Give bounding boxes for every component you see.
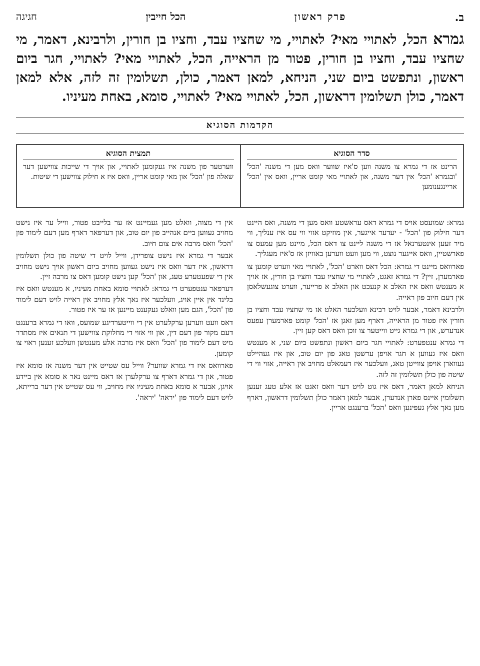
commentary-columns [16,218,464,656]
mishnah-title: הכל חייבין [145,11,186,23]
page-header [16,8,464,26]
paragraph: אבער די גמרא איז נישט צופרידן, ווייל לויט די שיטה פון כולן תשלומין דראשון, איז דער וואס איז נישט געווען מחויב ביום ראשון אויך נישט מחויב אין די שפעטערע טעג, און 'הכל' קען נישט קומען דאס צו מרבה זיין. [16,251,233,282]
paragraph: דאס וועט ווערען ערקלערט אין די ווייטערדיגע שמועס, וואו די גמרא ברענגט דעם מקור פון דעם דין, און ווי אזוי די מחלוקת צווישען די תנאים איז מסתדר מיט דעם לימוד פון 'הכל' וואס איז מרבה אלע מענטשן וועלכע זענען ראוי צו קומען. [16,317,233,358]
paragraph: פארוואס איז די גמרא שווער? ווייל עס שטייט אין דער משנה אז סומא איז פטור, און די גמרא דארף צו ערקלערן אז דאס מיינט נאר א סומא אין ביידע אויגן, אבער א סומא באחת מעיניו איז מחויב, ווי עס שטייט אין דער ברייתא, לויט דעם לימוד פון 'יראה' 'יראה'. [16,361,233,402]
sources-box-left-title: תמצית הסוגיא [23,148,234,160]
commentary-left-column [16,218,233,656]
paragraph: גמרא: שמועסט אויס די גמרא דאס עראשטע וואס מען די משנה, ואס היינט דער חילוק פון 'הכל' - יעדער אייגער, אין מוזיקט אזוי ווי עס איז ענליך, ווי מיר זעען אינטערנאל אז די משנה ליינט צו דאס הכל, מיינט מען עמעס צו פארשטיין, וואס אייגער נוצט, ווי מען וועט ווערען באוויזן אז ס'איז מעגליך. [247,218,464,259]
paragraph: דערפאר ענטפערט די גמרא: לאתויי סומא באחת מעיניו, א מענטש וואס איז בלינד אין איין אויג, וועלכער איז נאך אלץ מחויב אין ראייה לויט דעם לימוד פון 'הכל', הגם מען וואלט געקענט מיינען אז ער איז פטור. [16,284,233,315]
paragraph: ולרבינא דאמר, אבער לויט רבינא וועלכער האלט אז מי שחציו עבד וחציו בן חורין איז פטור מן הראייה, דארף מען זאגן אז 'הכל' קומט פארמערן עפעס אנדערש, און די גמרא גייט ווייטער צו זוכן וואס דאס קען זיין. [247,305,464,336]
paragraph: די גמרא ענטפערט: לאתויי חגר ביום ראשון ונתפשט ביום שני, א מענטש וואס איז געווען א חגר אויפן ערשטן טאג פון יום טוב, און איז געהיילט געווארן אויפן צווייטן טאג, וועלכער איז דעמאלט מחויב אין ראייה, אזוי ווי די שיטה פון כולן תשלומין זה לזה. [247,338,464,379]
paragraph: אין די מצוה, וואלט מען געמיינט אז ער בלייבט פטור, ווייל ער איז נישט מחויב געווען ביים אנהייב פון יום טוב, און דערפאר דארף מען דעם לימוד פון 'הכל' וואס מרבה אים צום חיוב. [16,218,233,248]
gemara-lead-word: גמרא [433,30,465,48]
sources-box [16,144,464,208]
sources-box-right-text: הרינט אז די גמרא צו משנה ווען ס'איז שווער וואס מען די משנה 'הכל' 'ובגמרא 'הכל' אין דער משנה, און לאתויי מאי קומט אריין, וואס אין 'הכל' אריינגענומען [246,162,457,191]
gemara-text [16,30,464,107]
chapter-title: פרק ראשון [294,11,347,23]
sources-box-right-title: סדר הסוגיא [247,148,458,160]
sources-box-left [17,145,241,207]
page-number: ב. [454,10,464,24]
commentary-right-column [247,218,464,656]
paragraph: פארוואס מיינט די גמרא: הכל דאס ווארט 'הכל', לאתויי מאי ווערט קומען צו פארמערן, זיין? די גמרא זאגט, לאתויי מי שחציו עבד וחציו בן חורין, אז אויך א מענטש וואס איז האלב א קנעכט און האלב א פרייער, ווערט צוגעשלאסן אין דעם חיוב פון ראייה. [247,261,464,302]
sources-box-right [241,145,464,207]
tractate-title: חגיגה [16,11,37,23]
gemara-body: הכל, לאתויי מאי? לאתויי, מי שחציו עבד, וחציו בן חורין, ולרבינא, דאמר, מי שחציו עבד, וחציו בן חורין, פטור מן הראייה, הכל, לאתויי מאי? לאתויי, חגר ביום ראשון, ונתפשט ביום שני, הניחא, למאן דאמר, כולן, תשלומין זה לזה, אלא למאן דאמר, כולן תשלומין דראשון, הכל, לאתויי מאי? לאתויי, סומא, באחת מעיניו. [16,33,464,105]
intro-section-label: הקדמות הסוגיא [16,117,464,134]
sources-box-left-text: ווערטער פון משנה איז געקומען לאתויי, און אויך די שייכות צווישען דער שאלה פון 'הכל' און מאי קומט אריין, וואס איז א חילוק צווישען די שיטות. [23,162,234,181]
paragraph: הניחא למאן דאמר, דאס איז גוט לויט דער וואס זאגט אז אלע טעג זענען תשלומין איינס פארן אנדערן, אבער למאן דאמר כולן תשלומין דראשון, דארף מען נאך אלץ געפינען וואס 'הכל' ברענגט אריין. [247,382,464,412]
